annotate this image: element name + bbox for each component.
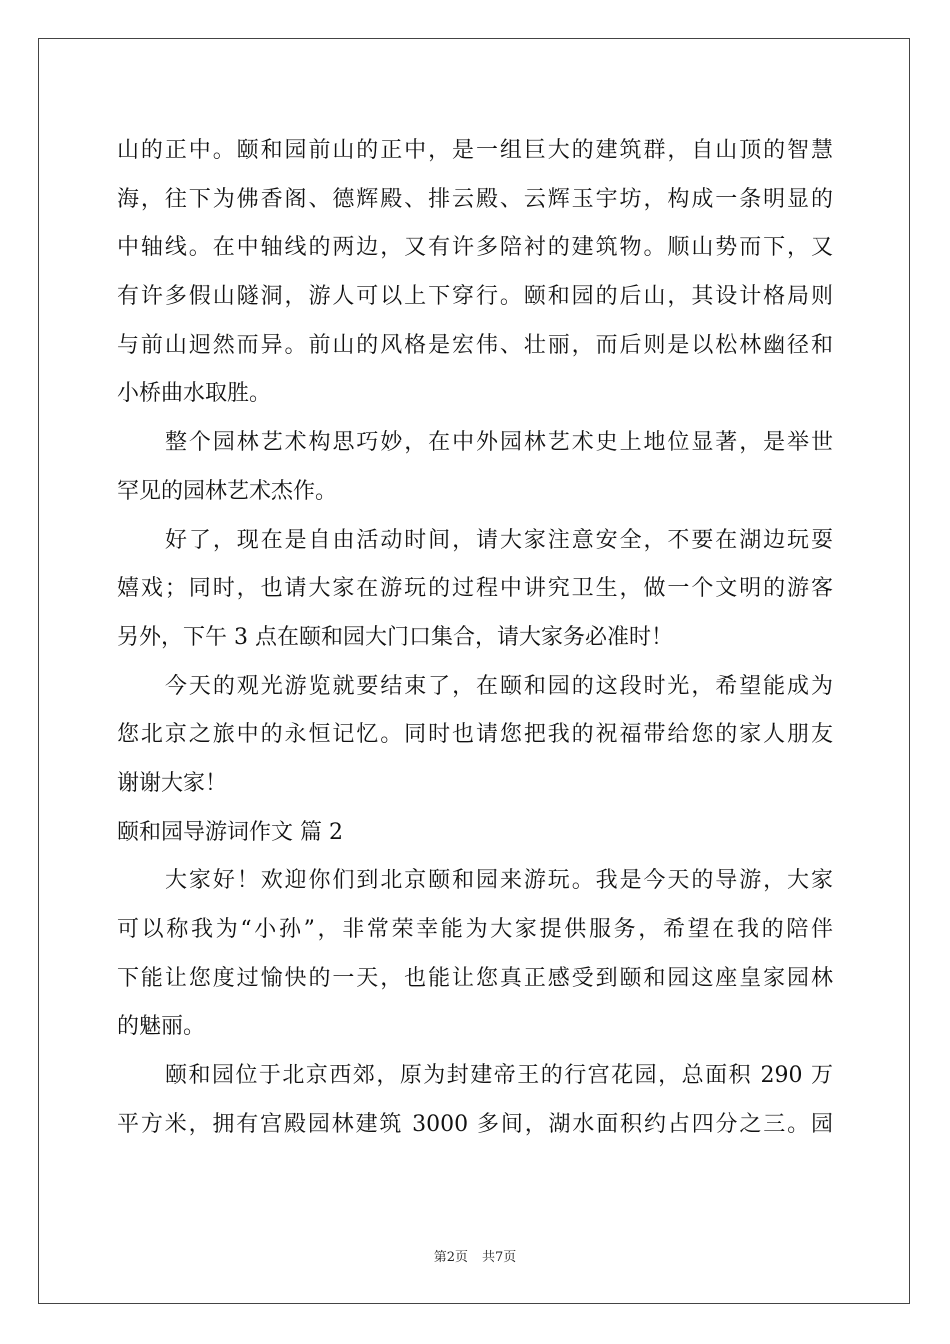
page-footer xyxy=(0,1246,950,1265)
body-line: 的魅丽。 xyxy=(117,1014,206,1040)
body-line: 中轴线。在中轴线的两边，又有许多陪衬的建筑物。顺山势而下，又 xyxy=(117,235,833,261)
body-line: 小桥曲水取胜。 xyxy=(117,381,272,407)
body-line: 与前山迥然而异。前山的风格是宏伟、壮丽，而后则是以松林幽径和 xyxy=(117,332,833,358)
body-line: 平方米，拥有宫殿园林建筑 3000 多间，湖水面积约占四分之三。园 xyxy=(117,1111,833,1137)
body-line: 有许多假山隧洞，游人可以上下穿行。颐和园的后山，其设计格局则 xyxy=(117,284,833,310)
body-line: 海，往下为佛香阁、德辉殿、排云殿、云辉玉宇坊，构成一条明显的 xyxy=(117,186,833,212)
body-line: 下能让您度过愉快的一天，也能让您真正感受到颐和园这座皇家园林 xyxy=(117,965,833,991)
body-line: 谢谢大家！ xyxy=(117,770,228,796)
body-line: 您北京之旅中的永恒记忆。同时也请您把我的祝福带给您的家人朋友 xyxy=(117,722,833,748)
paragraph-first-line: 好了，现在是自由活动时间，请大家注意安全，不要在湖边玩耍 xyxy=(165,527,833,553)
paragraph-first-line: 今天的观光游览就要结束了，在颐和园的这段时光，希望能成为 xyxy=(165,673,833,699)
section-heading: 颐和园导游词作文 篇 2 xyxy=(117,819,343,845)
page-total: 共7页 xyxy=(482,1250,517,1265)
body-line: 可以称我为“小孙”，非常荣幸能为大家提供服务，希望在我的陪伴 xyxy=(117,917,833,942)
page-number: 第2页 xyxy=(433,1250,468,1265)
body-line: 另外，下午 3 点在颐和园大门口集合，请大家务必准时！ xyxy=(117,624,673,650)
paragraph-first-line: 大家好！欢迎你们到北京颐和园来游玩。我是今天的导游，大家 xyxy=(165,868,833,894)
paragraph-first-line: 整个园林艺术构思巧妙，在中外园林艺术史上地位显著，是举世 xyxy=(165,430,833,456)
body-line: 嬉戏；同时，也请大家在游玩的过程中讲究卫生，做一个文明的游客 xyxy=(117,576,833,602)
body-line: 山的正中。颐和园前山的正中，是一组巨大的建筑群，自山顶的智慧 xyxy=(117,138,833,163)
body-line: 罕见的园林艺术杰作。 xyxy=(117,478,338,504)
paragraph-first-line: 颐和园位于北京西郊，原为封建帝王的行宫花园，总面积 290 万 xyxy=(165,1063,833,1089)
document-body xyxy=(117,127,833,1149)
